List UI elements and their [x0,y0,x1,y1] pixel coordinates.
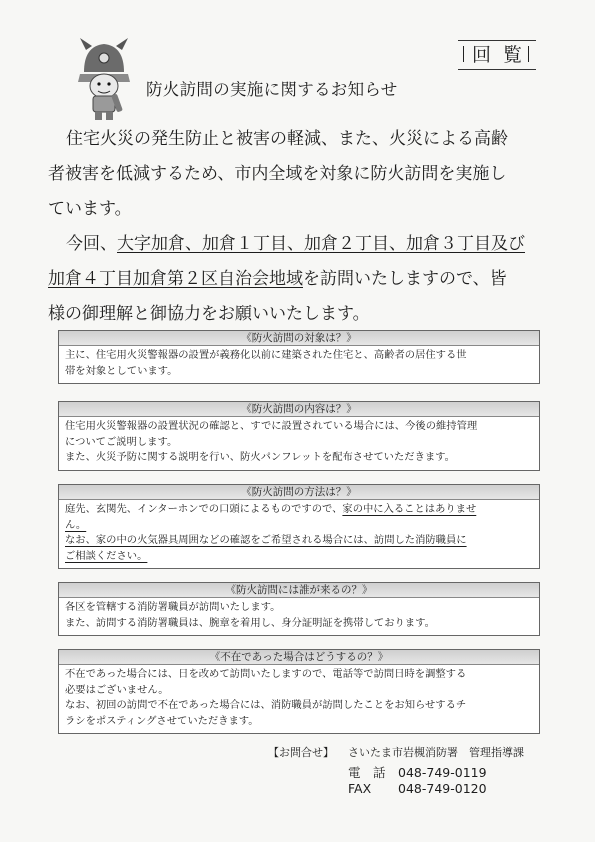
section-line: 帯を対象としています。 [65,364,178,377]
intro-line [48,227,548,262]
intro-line: 様の御理解と御協力をお願いいたします。 [48,304,370,324]
section-line: 不在であった場合には、日を改めて訪問いたしますので、電話等で訪問日時を調整する [65,668,467,680]
intro-text: を訪問いたしますので、皆 [303,269,507,289]
fire-helmet-mascot-image [76,38,132,120]
circulation-label: 回覧 [471,44,534,66]
section-absent [58,649,540,734]
section-target [58,330,540,384]
phone-number: 048-749-0119 [398,765,487,780]
section-line: なお、初回の訪問で不在であった場合には、消防職員が訪問したことをお知らせするチ [65,699,467,711]
section-underlined-text: ん。 [65,518,87,531]
contact-block [268,744,538,761]
phone-label: 電 話 [348,765,386,780]
contact-phone [348,763,487,781]
section-line: 住宅用火災警報器の設置状況の確認と、すでに設置されている場合には、今後の維持管理 [65,420,478,432]
section-heading: 《防火訪問の内容は？》 [59,402,539,417]
visit-area-text: 大字加倉、加倉１丁目、加倉２丁目、加倉３丁目及び [117,234,525,254]
circulation-stamp [458,40,536,70]
section-who [58,582,540,636]
section-content [58,401,540,471]
contact-fax [348,781,487,796]
fax-label: FAX [348,781,372,796]
section-method [58,484,540,569]
section-line: ラシをポスティングさせていただきます。 [65,714,259,727]
section-line: 各区を管轄する消防署職員が訪問いたします。 [65,601,281,613]
section-heading: 《防火訪問には誰が来るの？》 [59,583,539,598]
contact-organization: さいたま市岩槻消防署 管理指導課 [348,746,524,759]
section-underlined-text: なお、家の中の火気器具周囲などの確認をご希望される場合には、訪問した消防職員に [65,534,467,546]
section-line: また、訪問する消防署職員は、腕章を着用し、身分証明証を携帯しております。 [65,616,435,629]
section-line [65,502,533,518]
fax-number: 048-749-0120 [398,781,487,796]
section-text: 庭先、玄関先、インターホンでの口頭によるものですので、 [65,503,343,515]
section-underlined-text: ご相談ください。 [65,549,148,562]
section-heading: 《防火訪問の対象は？》 [59,331,539,346]
section-line: についてご説明します。 [65,435,178,448]
section-line: また、火災予防に関する説明を行い、防火パンフレットを配布させていただきます。 [65,451,455,463]
section-heading: 《不在であった場合はどうするの？》 [59,650,539,665]
contact-label: 【お問合せ】 [268,746,334,759]
section-heading: 《防火訪問の方法は？》 [59,485,539,500]
section-line: 必要はございません。 [65,683,169,696]
intro-line: 住宅火災の発生防止と被害の軽減、また、火災による高齢 [66,129,508,149]
intro-paragraph [48,122,548,332]
page-title: 防火訪問の実施に関するお知らせ [146,80,398,99]
intro-line [48,262,548,297]
intro-text: 今回、 [66,234,117,254]
intro-line: ています。 [48,199,132,219]
intro-line: 者被害を低減するため、市内全域を対象に防火訪問を実施し [48,164,507,184]
section-line: 主に、住宅用火災警報器の設置が義務化以前に建築された住宅と、高齢者の居住する世 [65,349,467,361]
section-underlined-text: 家の中に入ることはありませ [342,503,477,515]
visit-area-text: 加倉４丁目加倉第２区自治会地域 [48,269,303,289]
